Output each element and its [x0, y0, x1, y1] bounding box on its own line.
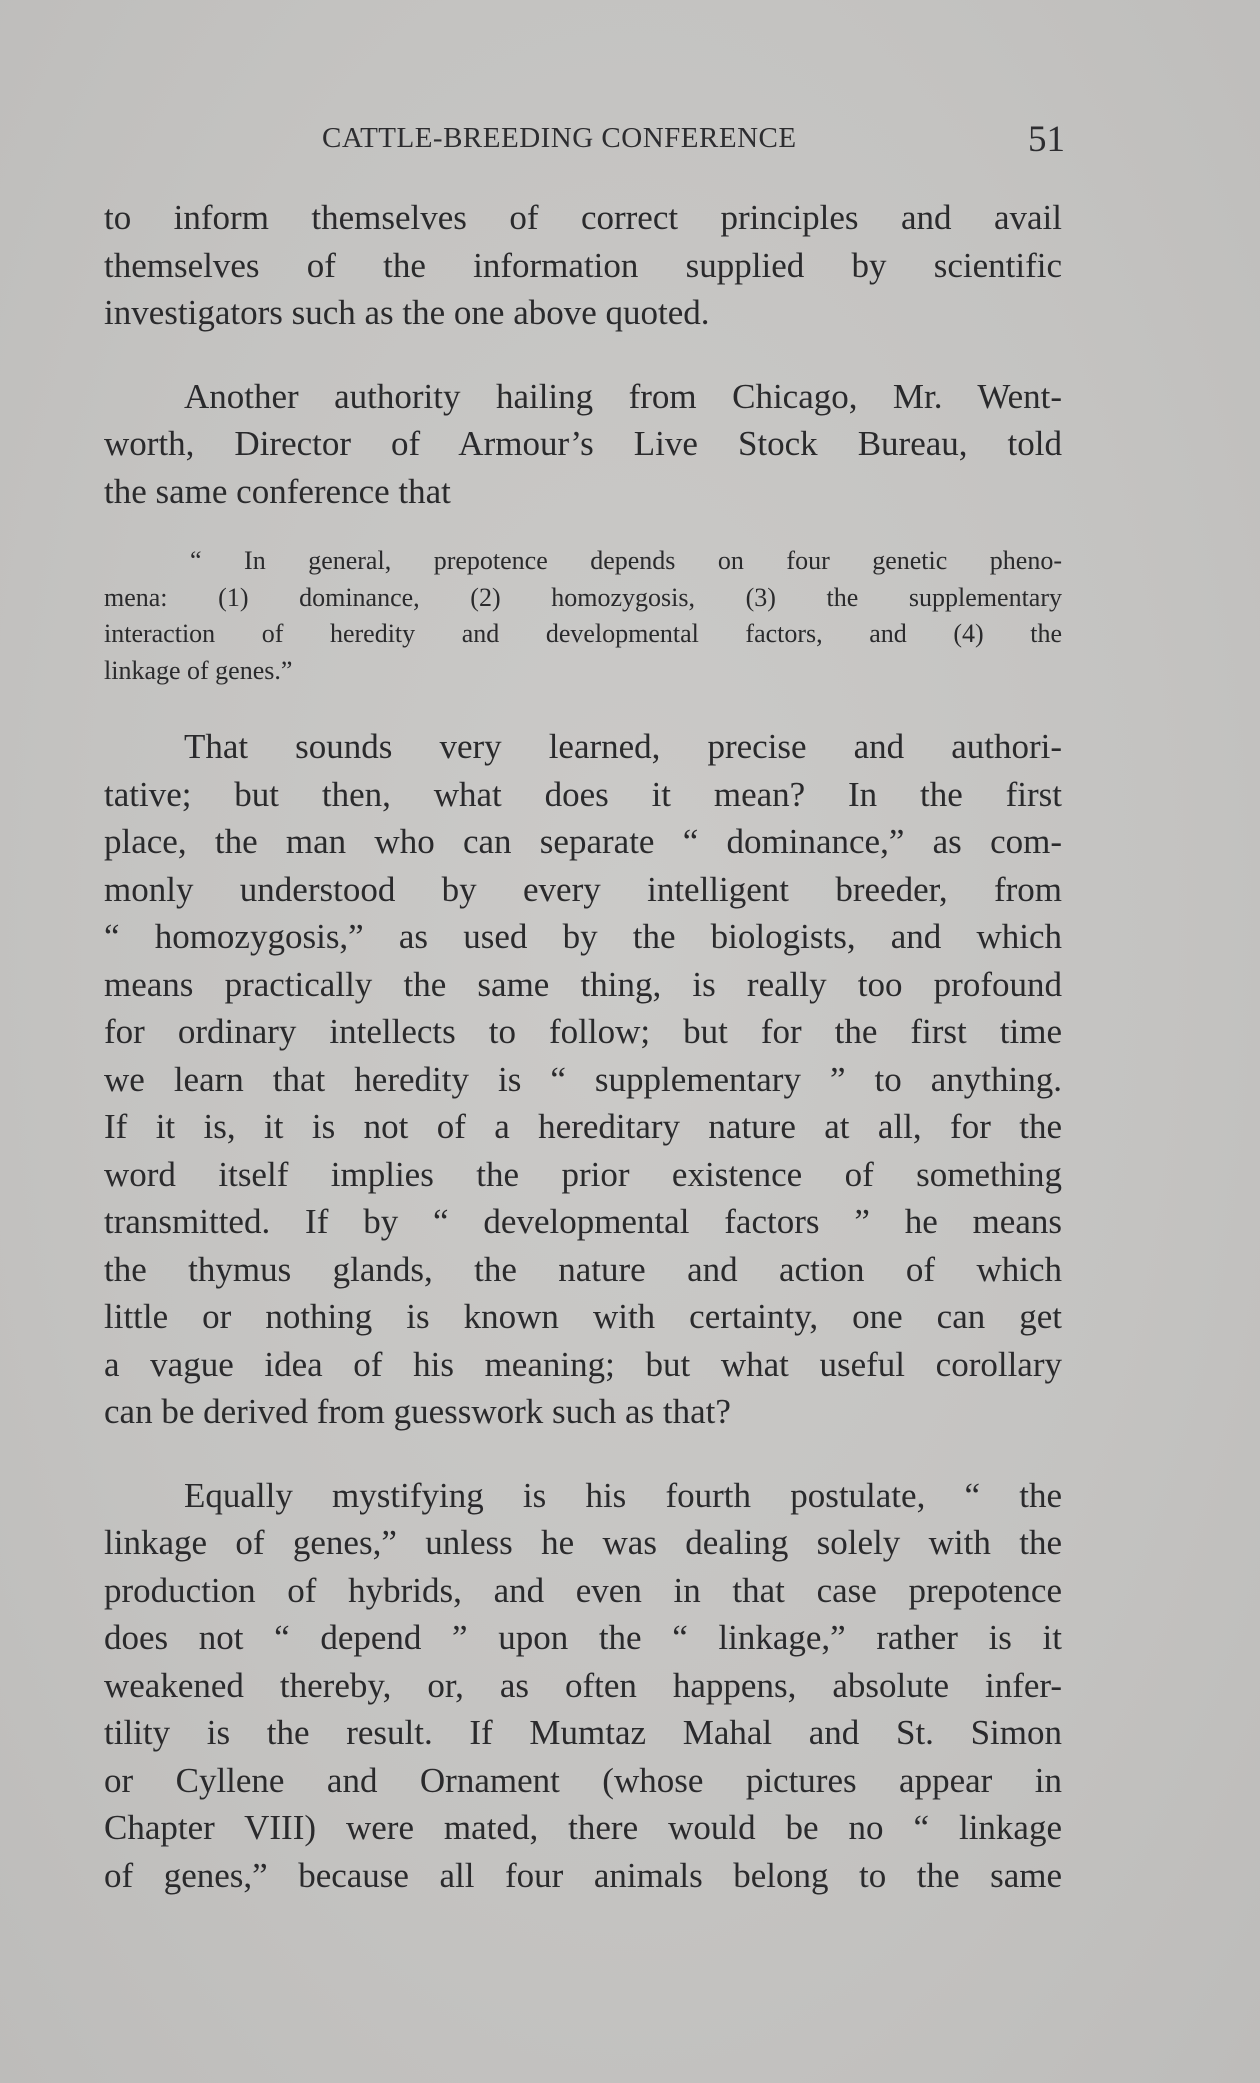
- text-line: transmitted. If by “ developmental factors ” he means: [104, 1202, 1062, 1241]
- text-line: If it is, it is not of a hereditary nature at all, for the: [104, 1107, 1062, 1146]
- text-line: investigators such as the one above quoted.: [104, 293, 710, 332]
- text-line: a vague idea of his meaning; but what useful corollary: [104, 1344, 1062, 1384]
- text-line: the same conference that: [104, 471, 451, 511]
- text-line: monly understood by every intelligent breeder, from: [104, 869, 1062, 909]
- quote-line: linkage of genes.”: [104, 655, 293, 685]
- page-header: [100, 118, 1065, 168]
- running-head: CATTLE-BREEDING CONFERENCE: [322, 122, 797, 154]
- text-line: or Cyllene and Ornament (whose pictures appear in: [104, 1760, 1062, 1800]
- text-line: of genes,” because all four animals belong to the same: [104, 1855, 1062, 1895]
- text-line: “ homozygosis,” as used by the biologists, and which: [104, 917, 1062, 956]
- text-line: can be derived from guesswork such as that?: [104, 1392, 731, 1431]
- text-line: themselves of the information supplied by scientific: [104, 245, 1062, 285]
- text-line: production of hybrids, and even in that case prepotence: [104, 1570, 1062, 1610]
- text-line: does not “ depend ” upon the “ linkage,” rather is it: [104, 1618, 1062, 1657]
- paragraph-wentworth: [104, 373, 1062, 516]
- text-line: we learn that heredity is “ supplementary ” to anything.: [104, 1059, 1062, 1099]
- text-line: place, the man who can separate “ dominance,” as com-: [104, 822, 1062, 861]
- text-line: Chapter VIII) were mated, there would be no “ linkage: [104, 1808, 1062, 1847]
- paragraph-learned: [104, 723, 1062, 1436]
- text-line: tility is the result. If Mumtaz Mahal and St. Simon: [104, 1713, 1062, 1752]
- text-line: Equally mystifying is his fourth postulate, “ the: [184, 1475, 1062, 1515]
- text-line: weakened thereby, or, as often happens, absolute infer-: [104, 1665, 1062, 1705]
- body-text: [104, 194, 1062, 1899]
- text-line: for ordinary intellects to follow; but for the first time: [104, 1012, 1062, 1051]
- page-number: 51: [1028, 119, 1065, 160]
- text-line: to inform themselves of correct principles and avail: [104, 198, 1062, 237]
- quote-line: interaction of heredity and developmental factors, and (4) the: [104, 619, 1062, 648]
- text-line: Another authority hailing from Chicago, Mr. Went-: [184, 376, 1062, 416]
- paragraph-continued: [104, 194, 1062, 337]
- text-line: word itself implies the prior existence of something: [104, 1154, 1062, 1194]
- paragraph-mystifying: [104, 1472, 1062, 1900]
- text-line: That sounds very learned, precise and authori-: [184, 727, 1062, 766]
- quote-line: “ In general, prepotence depends on four genetic pheno-: [190, 546, 1062, 575]
- text-line: means practically the same thing, is really too profound: [104, 964, 1062, 1004]
- text-line: tative; but then, what does it mean? In the first: [104, 774, 1062, 814]
- text-line: worth, Director of Armour’s Live Stock Bureau, told: [104, 424, 1062, 463]
- text-line: linkage of genes,” unless he was dealing solely with the: [104, 1523, 1062, 1562]
- quote-line: mena: (1) dominance, (2) homozygosis, (3) the supplementary: [104, 582, 1062, 612]
- text-line: little or nothing is known with certainty, one can get: [104, 1297, 1062, 1336]
- block-quote: [104, 543, 1062, 689]
- text-line: the thymus glands, the nature and action of which: [104, 1249, 1062, 1289]
